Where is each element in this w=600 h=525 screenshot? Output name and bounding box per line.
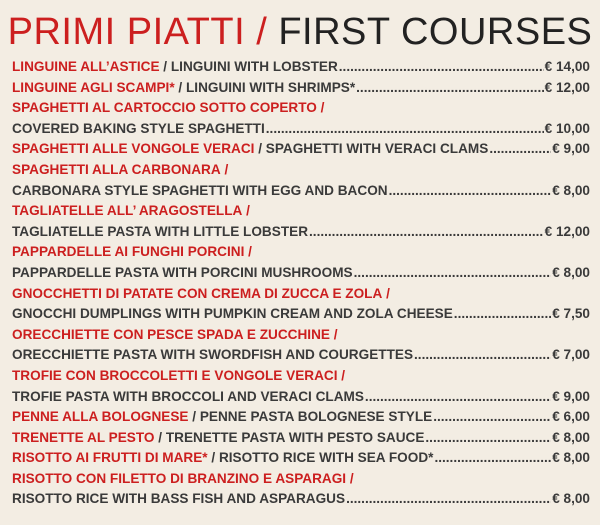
dish-price: € 8,00 [552,450,590,466]
dish-name-english: PAPPARDELLE PASTA WITH PORCINI MUSHROOMS [12,264,353,280]
menu-item-line [12,407,590,428]
dish-name-english: CARBONARA STYLE SPAGHETTI WITH EGG AND BACON [12,182,388,198]
dish-name-english: GNOCCHI DUMPLINGS WITH PUMPKIN CREAM AND ZOLA CHEESE [12,306,453,322]
page-title [0,10,600,54]
dish-name-italian: SPAGHETTI AL CARTOCCIO SOTTO COPERTO [12,100,317,116]
dish-price: € 8,00 [552,429,590,445]
menu-item-line [12,448,590,469]
dot-leader [354,263,552,284]
dish-name-english: SPAGHETTI WITH VERACI CLAMS [265,141,489,157]
dish-name-english: TAGLIATELLE PASTA WITH LITTLE LOBSTER [12,223,309,239]
menu-item-line [12,242,590,263]
dish-name-italian: PAPPARDELLE AI FUNGHI PORCINI [12,244,245,260]
menu-item-line [12,98,590,119]
dot-leader [365,387,551,408]
menu-item [12,242,590,283]
name-separator: / [174,79,186,95]
dot-leader [433,407,551,428]
menu-item [12,201,590,242]
dot-leader [346,489,551,510]
dish-name-english: LINGUINI WITH SHRIMPS* [185,79,356,95]
menu-item-line [12,57,590,78]
dot-leader [309,222,544,243]
menu-item [12,448,590,469]
dish-name-english: COVERED BAKING STYLE SPAGHETTI [12,120,265,136]
menu-item-line [12,469,590,490]
dish-name-english: RISOTTO RICE WITH BASS FISH AND ASPARAGUS [12,491,346,507]
menu-item-line [12,139,590,160]
dot-leader [356,78,543,99]
dish-price: € 10,00 [544,120,590,136]
name-separator: / [254,141,266,157]
menu-item-line [12,160,590,181]
dish-name-english: TRENETTE PASTA WITH PESTO SAUCE [165,429,425,445]
dot-leader [266,119,544,140]
dish-name-italian: TROFIE CON BROCCOLETTI E VONGOLE VERACI [12,367,338,383]
menu-item-line [12,428,590,449]
dot-leader [489,139,551,160]
menu-item [12,469,590,510]
menu-item [12,160,590,201]
menu-item-line [12,284,590,305]
name-separator: / [244,244,252,260]
dish-price: € 9,00 [552,388,590,404]
dot-leader [454,304,551,325]
dish-price: € 12,00 [544,79,590,95]
dish-name-italian: LINGUINE ALL’ASTICE [12,59,160,74]
dish-name-english: LINGUINI WITH LOBSTER [170,59,338,74]
menu-item [12,325,590,366]
dish-price: € 8,00 [552,491,590,507]
menu-item-line [12,222,590,243]
menu-item [12,139,590,160]
dish-price: € 8,00 [552,182,590,198]
dot-leader [414,345,551,366]
dish-name-italian: LINGUINE AGLI SCAMPI* [12,79,175,95]
menu-item [12,284,590,325]
name-separator: / [154,429,166,445]
dish-name-italian: ORECCHIETTE CON PESCE SPADA E ZUCCHINE [12,326,330,342]
dish-price: € 6,00 [552,409,590,425]
dish-name-italian: SPAGHETTI ALLA CARBONARA [12,161,221,177]
menu-item-line [12,201,590,222]
dish-price: € 12,00 [544,223,590,239]
menu-item-line [12,345,590,366]
dish-price: € 14,00 [544,59,590,74]
title-separator: / [256,11,268,53]
menu-item [12,98,590,139]
menu-list [12,57,590,510]
name-separator: / [242,203,250,219]
menu-item [12,78,590,99]
menu-item-line [12,78,590,99]
menu-item [12,57,590,78]
name-separator: / [346,470,354,486]
dish-name-italian: TAGLIATELLE ALL’ ARAGOSTELLA [12,203,243,219]
menu-item-line [12,366,590,387]
menu-item-line [12,181,590,202]
dot-leader [425,428,551,449]
dish-name-english: RISOTTO RICE WITH SEA FOOD* [218,450,434,466]
dish-name-english: PENNE PASTA BOLOGNESE STYLE [199,409,433,425]
dish-price: € 8,00 [552,264,590,280]
dish-name-italian: GNOCCHETTI DI PATATE CON CREMA DI ZUCCA E ZOLA [12,285,383,301]
dish-price: € 9,00 [552,141,590,157]
name-separator: / [220,161,229,177]
title-english: FIRST COURSES [278,11,593,53]
dish-name-italian: RISOTTO AI FRUTTI DI MARE* [12,450,208,466]
dish-name-english: ORECCHIETTE PASTA WITH SWORDFISH AND COURGETTES [12,347,414,363]
name-separator: / [159,59,171,74]
name-separator: / [329,326,338,342]
dish-name-italian: PENNE ALLA BOLOGNESE [12,409,189,425]
menu-item-line [12,325,590,346]
title-italian: PRIMI PIATTI [7,11,246,53]
menu-item [12,407,590,428]
dish-price: € 7,00 [552,347,590,363]
dish-name-italian: TRENETTE AL PESTO [12,429,155,445]
name-separator: / [207,450,219,466]
dot-leader [339,57,544,78]
dish-name-italian: RISOTTO CON FILETTO DI BRANZINO E ASPARAGI [12,470,347,486]
dot-leader [434,448,551,469]
menu-item-line [12,489,590,510]
menu-item [12,428,590,449]
name-separator: / [316,100,325,116]
dot-leader [389,181,552,202]
menu-item-line [12,263,590,284]
name-separator: / [382,285,390,301]
name-separator: / [337,367,346,383]
dish-price: € 7,50 [552,306,590,322]
dish-name-english: TROFIE PASTA WITH BROCCOLI AND VERACI CLAMS [12,388,364,404]
menu-item [12,366,590,407]
menu-item-line [12,387,590,408]
menu-item-line [12,119,590,140]
dish-name-italian: SPAGHETTI ALLE VONGOLE VERACI [12,141,255,157]
name-separator: / [188,409,200,425]
menu-item-line [12,304,590,325]
